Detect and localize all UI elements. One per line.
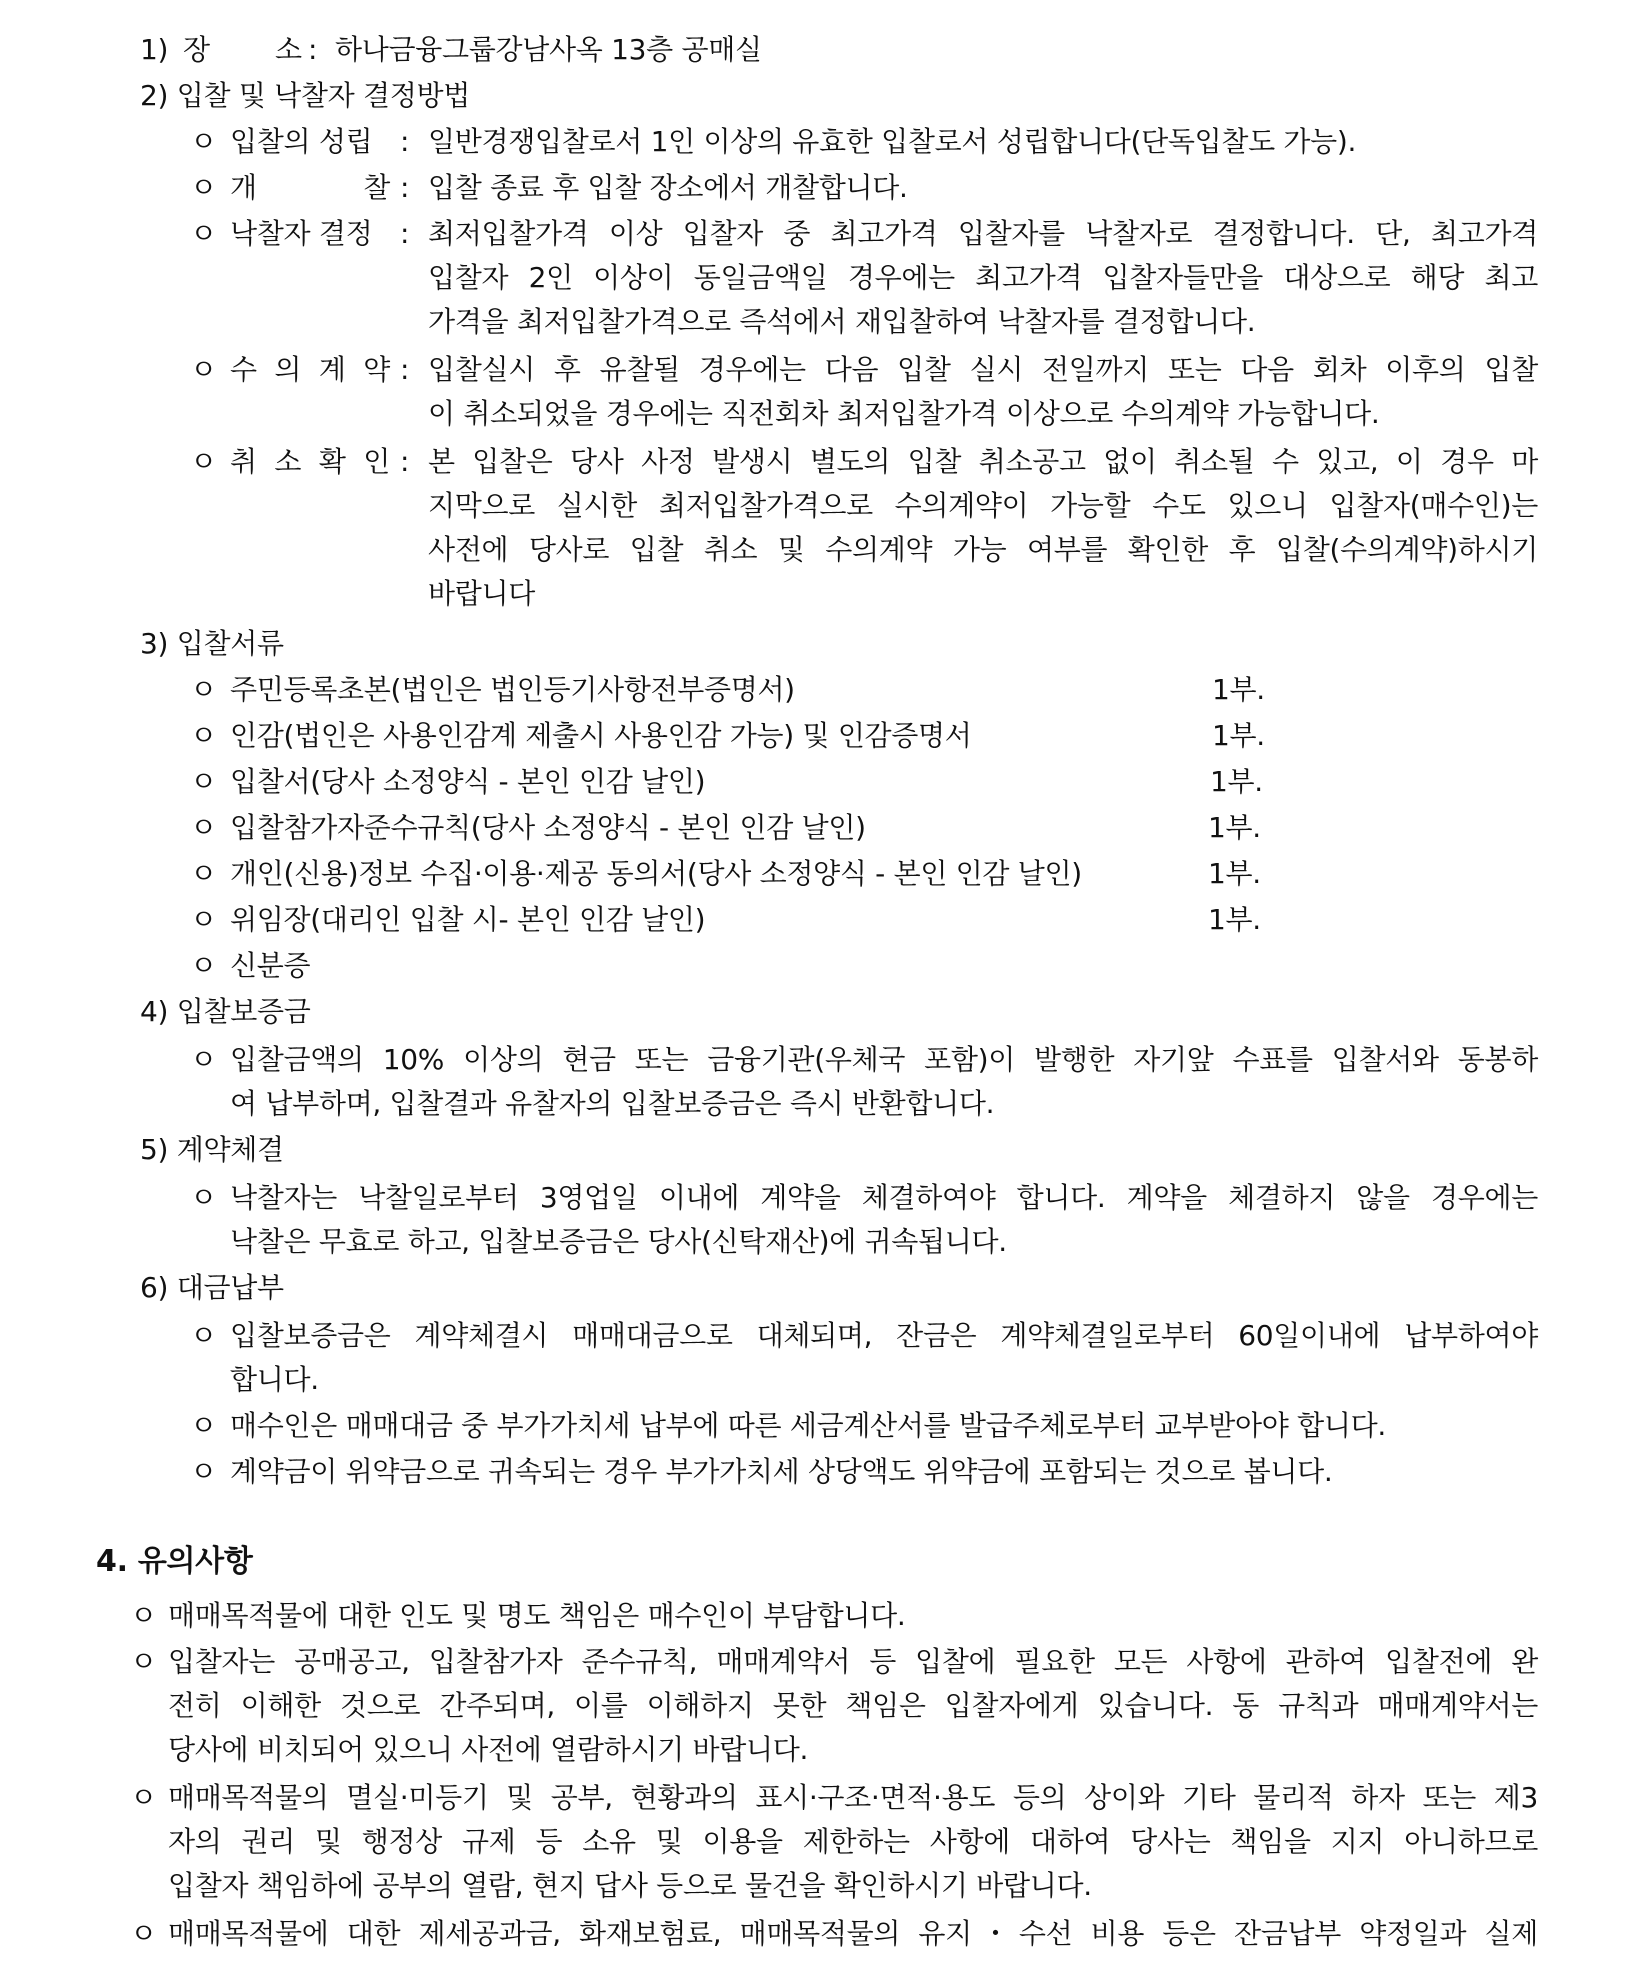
method-text: 지막으로 실시한 최저입찰가격으로 수의계약이 가능할 수도 있으니 입찰자(매수인)는 xyxy=(428,489,1538,522)
note-text: 입찰자는 공매공고, 입찰참가자 준수규칙, 매매계약서 등 입찰에 필요한 모든 사항에 관하여 입찰전에 완 xyxy=(168,1645,1538,1678)
bullet: ㅇ xyxy=(190,1181,217,1214)
bullet: ㅇ xyxy=(190,719,217,752)
method-text: 바랍니다 xyxy=(428,577,535,610)
bullet: ㅇ xyxy=(190,1043,217,1076)
contract-title: 5) 계약체결 xyxy=(140,1133,284,1166)
bullet: ㅇ xyxy=(190,857,217,890)
note-text: 자의 권리 및 행정상 규제 등 소유 및 이용을 제한하는 사항에 대하여 당사는 책임을 지지 아니하므로 xyxy=(168,1825,1538,1858)
bullet: ㅇ xyxy=(190,949,217,982)
document-item: 주민등록초본(법인은 법인등기사항전부증명서) xyxy=(230,673,795,706)
bullet: ㅇ xyxy=(190,445,217,478)
place-colon: : xyxy=(308,33,318,66)
method-text: 입찰자 2인 이상이 동일금액일 경우에는 최고가격 입찰자들만을 대상으로 해당 최고 xyxy=(428,261,1538,294)
method-label: 개 찰 xyxy=(230,171,390,204)
payment-text: 계약금이 위약금으로 귀속되는 경우 부가가치세 상당액도 위약금에 포함되는 것으로 봅니다. xyxy=(230,1455,1333,1488)
deposit-text: 입찰금액의 10% 이상의 현금 또는 금융기관(우체국 포함)이 발행한 자기앞 수표를 입찰서와 동봉하 xyxy=(230,1043,1538,1076)
bullet: ㅇ xyxy=(190,125,217,158)
note-text: 매매목적물의 멸실·미등기 및 공부, 현황과의 표시·구조·면적·용도 등의 상이와 기타 물리적 하자 또는 제3 xyxy=(168,1781,1538,1814)
payment-title: 6) 대금납부 xyxy=(140,1271,284,1304)
method-label: 입찰의 성립 xyxy=(230,125,373,158)
place-value: 하나금융그룹강남사옥 13층 공매실 xyxy=(335,33,762,66)
payment-text: 매수인은 매매대금 중 부가가치세 납부에 따른 세금계산서를 발급주체로부터 교부받아야 합니다. xyxy=(230,1409,1386,1442)
bullet: ㅇ xyxy=(190,765,217,798)
place-label-char: 장 xyxy=(183,33,210,66)
documents-title: 3) 입찰서류 xyxy=(140,627,284,660)
place-label-char: 소 xyxy=(275,33,302,66)
document-copies: 1부. xyxy=(1208,903,1261,936)
document-copies: 1부. xyxy=(1210,765,1263,798)
deposit-title: 4) 입찰보증금 xyxy=(140,995,311,1028)
method-title: 2) 입찰 및 낙찰자 결정방법 xyxy=(140,79,471,112)
colon: : xyxy=(400,445,410,478)
bullet: ㅇ xyxy=(190,1409,217,1442)
bullet: ㅇ xyxy=(190,1319,217,1352)
method-text: 최저입찰가격 이상 입찰자 중 최고가격 입찰자를 낙찰자로 결정합니다. 단, 최고가격 xyxy=(428,217,1538,250)
method-text: 입찰실시 후 유찰될 경우에는 다음 입찰 실시 전일까지 또는 다음 회차 이후의 입찰 xyxy=(428,353,1538,386)
bullet: ㅇ xyxy=(190,903,217,936)
payment-text: 합니다. xyxy=(230,1363,319,1396)
bullet: ㅇ xyxy=(130,1645,157,1678)
method-text: 이 취소되었을 경우에는 직전회차 최저입찰가격 이상으로 수의계약 가능합니다. xyxy=(428,397,1380,430)
document-item: 개인(신용)정보 수집·이용·제공 동의서(당사 소정양식 - 본인 인감 날인) xyxy=(230,857,1082,890)
document-copies: 1부. xyxy=(1208,811,1261,844)
note-text: 매매목적물에 대한 제세공과금, 화재보험료, 매매목적물의 유지・수선 비용 등은 잔금납부 약정일과 실제 xyxy=(168,1917,1538,1950)
method-text: 가격을 최저입찰가격으로 즉석에서 재입찰하여 낙찰자를 결정합니다. xyxy=(428,305,1256,338)
colon: : xyxy=(400,217,410,250)
bullet: ㅇ xyxy=(190,1455,217,1488)
note-text: 입찰자 책임하에 공부의 열람, 현지 답사 등으로 물건을 확인하시기 바랍니다. xyxy=(168,1869,1092,1902)
method-text: 일반경쟁입찰로서 1인 이상의 유효한 입찰로서 성립합니다(단독입찰도 가능). xyxy=(428,125,1357,158)
bullet: ㅇ xyxy=(190,673,217,706)
method-label: 취 소 확 인 xyxy=(230,445,390,478)
method-label: 낙찰자 결정 xyxy=(230,217,373,250)
method-text: 입찰 종료 후 입찰 장소에서 개찰합니다. xyxy=(428,171,908,204)
bullet: ㅇ xyxy=(130,1599,157,1632)
bullet: ㅇ xyxy=(130,1781,157,1814)
bullet: ㅇ xyxy=(190,353,217,386)
document-copies: 1부. xyxy=(1208,857,1261,890)
contract-text: 낙찰자는 낙찰일로부터 3영업일 이내에 계약을 체결하여야 합니다. 계약을 체결하지 않을 경우에는 xyxy=(230,1181,1538,1214)
deposit-text: 여 납부하며, 입찰결과 유찰자의 입찰보증금은 즉시 반환합니다. xyxy=(230,1087,995,1120)
payment-text: 입찰보증금은 계약체결시 매매대금으로 대체되며, 잔금은 계약체결일로부터 60일이내에 납부하여야 xyxy=(230,1319,1538,1352)
note-text: 전히 이해한 것으로 간주되며, 이를 이해하지 못한 책임은 입찰자에게 있습니다. 동 규칙과 매매계약서는 xyxy=(168,1689,1538,1722)
note-text: 당사에 비치되어 있으니 사전에 열람하시기 바랍니다. xyxy=(168,1733,809,1766)
method-text: 사전에 당사로 입찰 취소 및 수의계약 가능 여부를 확인한 후 입찰(수의계약)하시기 xyxy=(428,533,1538,566)
bullet: ㅇ xyxy=(190,171,217,204)
document-item: 위임장(대리인 입찰 시- 본인 인감 날인) xyxy=(230,903,706,936)
method-label: 수 의 계 약 xyxy=(230,353,390,386)
note-text: 매매목적물에 대한 인도 및 명도 책임은 매수인이 부담합니다. xyxy=(168,1599,906,1632)
bullet: ㅇ xyxy=(190,811,217,844)
document-copies: 1부. xyxy=(1212,673,1265,706)
notes-title: 4. 유의사항 xyxy=(96,1544,253,1579)
place-number: 1) xyxy=(140,33,169,66)
document-item: 입찰참가자준수규칙(당사 소정양식 - 본인 인감 날인) xyxy=(230,811,866,844)
contract-text: 낙찰은 무효로 하고, 입찰보증금은 당사(신탁재산)에 귀속됩니다. xyxy=(230,1225,1007,1258)
colon: : xyxy=(400,353,410,386)
bullet: ㅇ xyxy=(130,1917,157,1950)
method-text: 본 입찰은 당사 사정 발생시 별도의 입찰 취소공고 없이 취소될 수 있고, 이 경우 마 xyxy=(428,445,1538,478)
document-item: 신분증 xyxy=(230,949,311,982)
document-copies: 1부. xyxy=(1212,719,1265,752)
document-item: 인감(법인은 사용인감계 제출시 사용인감 가능) 및 인감증명서 xyxy=(230,719,972,752)
colon: : xyxy=(400,125,410,158)
colon: : xyxy=(400,171,410,204)
document-item: 입찰서(당사 소정양식 - 본인 인감 날인) xyxy=(230,765,706,798)
bullet: ㅇ xyxy=(190,217,217,250)
